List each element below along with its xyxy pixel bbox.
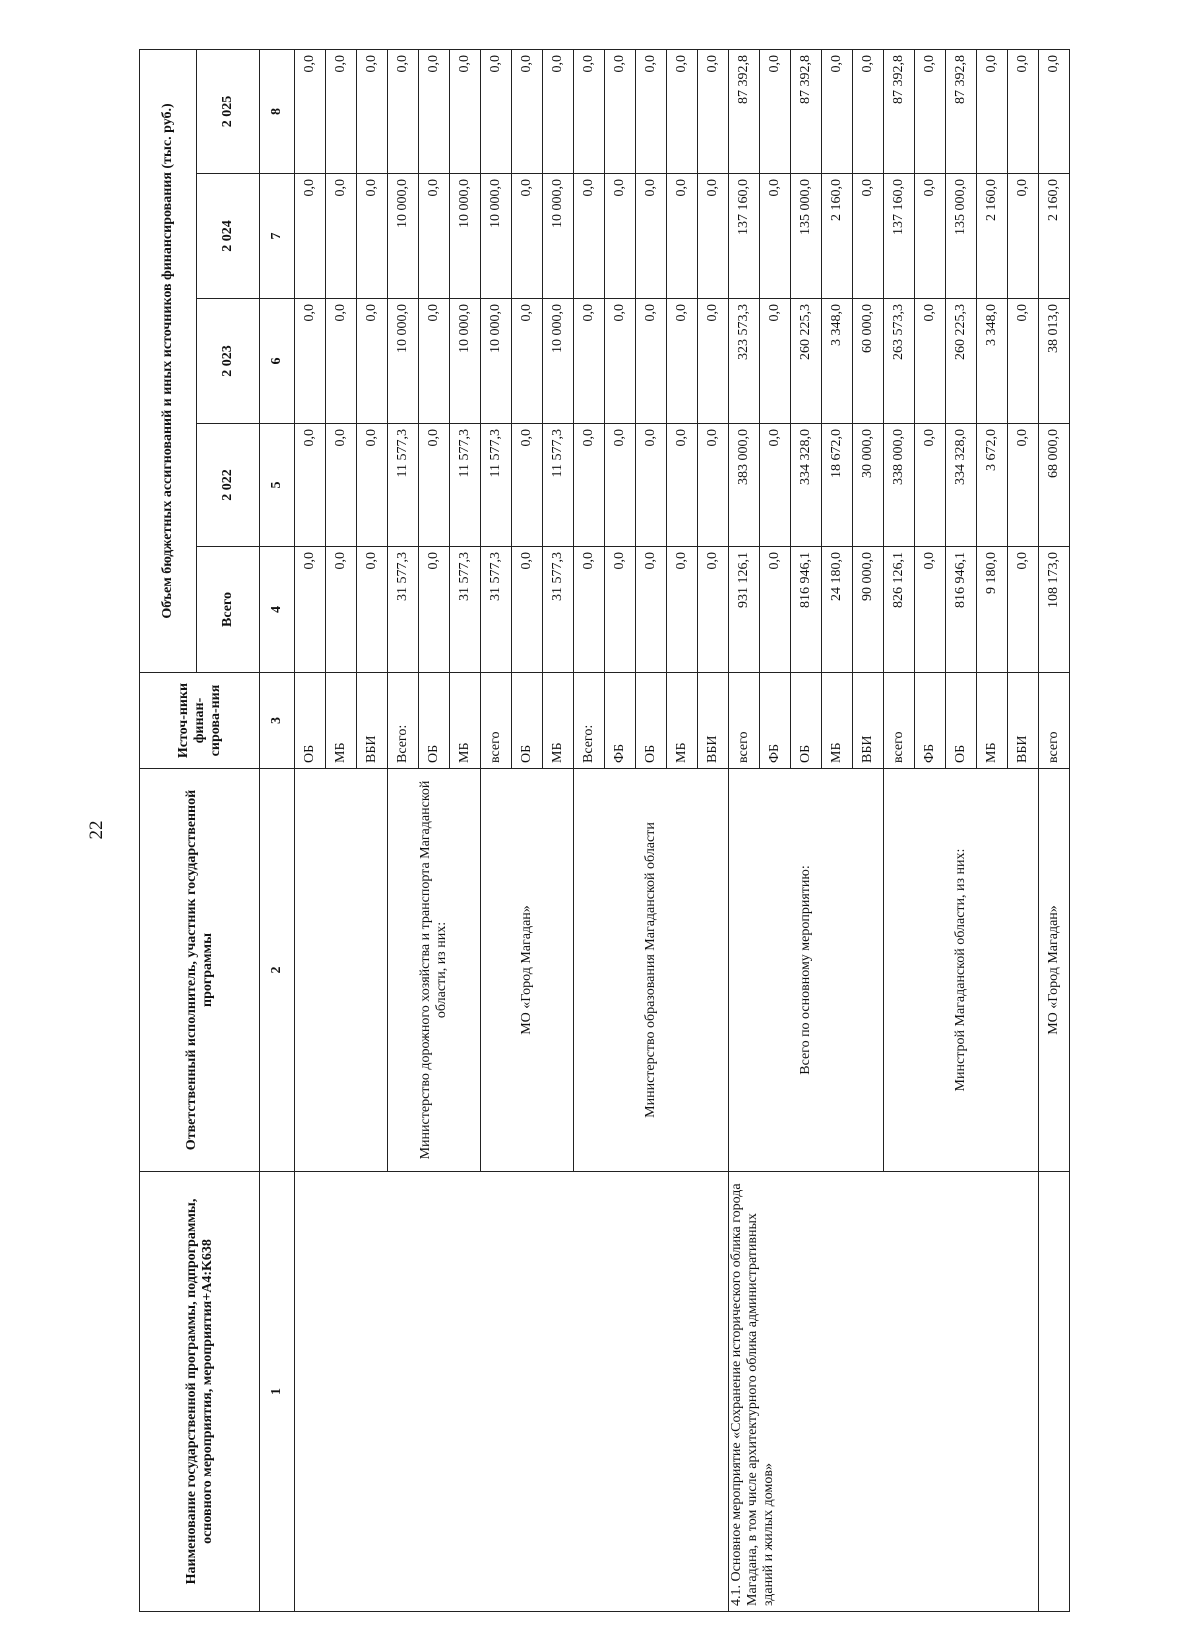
source-cell: всего <box>729 673 760 769</box>
col-number: 8 <box>260 49 295 173</box>
source-cell: МБ <box>977 673 1008 769</box>
value-cell-y2024: 0,0 <box>915 174 946 299</box>
value-cell-y2024: 0,0 <box>295 174 326 299</box>
source-cell: ВБИ <box>357 673 388 769</box>
program-name-cell: 4.1. Основное мероприятие «Сохранение исторического облика города Магадана, в том числе архитектурного облика административных зданий и жилых домов» <box>729 1172 1039 1612</box>
value-cell-y2022: 338 000,0 <box>884 424 915 547</box>
value-cell-y2025: 0,0 <box>760 49 791 173</box>
value-cell-total: 0,0 <box>698 547 729 673</box>
value-cell-y2022: 3 672,0 <box>977 424 1008 547</box>
value-cell-y2022: 0,0 <box>295 424 326 547</box>
source-cell: ОБ <box>512 673 543 769</box>
source-cell: ФБ <box>915 673 946 769</box>
table-row <box>295 49 326 1611</box>
value-cell-total: 0,0 <box>295 547 326 673</box>
source-cell: МБ <box>543 673 574 769</box>
source-cell: МБ <box>822 673 853 769</box>
executor-cell: Министерство образования Магаданской области <box>574 769 729 1172</box>
value-cell-y2024: 2 160,0 <box>977 174 1008 299</box>
table-row <box>729 49 760 1611</box>
value-cell-y2025: 0,0 <box>512 49 543 173</box>
col-number: 3 <box>260 673 295 769</box>
page-number: 22 <box>86 820 107 840</box>
value-cell-y2022: 11 577,3 <box>450 424 481 547</box>
value-cell-y2022: 0,0 <box>326 424 357 547</box>
value-cell-y2023: 0,0 <box>760 299 791 424</box>
value-cell-y2022: 334 328,0 <box>946 424 977 547</box>
value-cell-y2024: 0,0 <box>1008 174 1039 299</box>
value-cell-y2024: 10 000,0 <box>543 174 574 299</box>
col-number: 1 <box>260 1172 295 1612</box>
value-cell-y2024: 2 160,0 <box>1039 174 1070 299</box>
value-cell-y2022: 0,0 <box>605 424 636 547</box>
value-cell-y2022: 0,0 <box>915 424 946 547</box>
value-cell-y2025: 0,0 <box>481 49 512 173</box>
executor-cell: Всего по основному мероприятию: <box>729 769 884 1172</box>
value-cell-y2025: 0,0 <box>605 49 636 173</box>
source-cell: МБ <box>326 673 357 769</box>
value-cell-total: 0,0 <box>915 547 946 673</box>
value-cell-y2024: 0,0 <box>760 174 791 299</box>
header-2023: 2 023 <box>197 299 260 424</box>
value-cell-y2023: 0,0 <box>326 299 357 424</box>
value-cell-y2022: 0,0 <box>1008 424 1039 547</box>
value-cell-y2023: 0,0 <box>605 299 636 424</box>
value-cell-y2022: 0,0 <box>636 424 667 547</box>
value-cell-y2023: 10 000,0 <box>481 299 512 424</box>
value-cell-y2023: 260 225,3 <box>791 299 822 424</box>
source-cell: ОБ <box>791 673 822 769</box>
value-cell-y2023: 0,0 <box>667 299 698 424</box>
value-cell-total: 816 946,1 <box>946 547 977 673</box>
value-cell-y2025: 0,0 <box>977 49 1008 173</box>
source-cell: ОБ <box>636 673 667 769</box>
col-number: 2 <box>260 769 295 1172</box>
value-cell-y2024: 0,0 <box>853 174 884 299</box>
value-cell-y2023: 60 000,0 <box>853 299 884 424</box>
value-cell-total: 0,0 <box>326 547 357 673</box>
header-total: Всего <box>197 547 260 673</box>
value-cell-y2022: 11 577,3 <box>543 424 574 547</box>
header-col3: Источ-ники финан-сирова-ния <box>140 673 260 769</box>
program-name-cell <box>295 1172 729 1612</box>
value-cell-y2024: 0,0 <box>636 174 667 299</box>
header-col2: Ответственный исполнитель, участник государственной программы <box>140 769 260 1172</box>
value-cell-y2023: 10 000,0 <box>543 299 574 424</box>
col-number: 5 <box>260 424 295 547</box>
value-cell-y2025: 87 392,8 <box>946 49 977 173</box>
value-cell-y2025: 0,0 <box>915 49 946 173</box>
value-cell-y2023: 0,0 <box>636 299 667 424</box>
header-2024: 2 024 <box>197 174 260 299</box>
value-cell-total: 0,0 <box>357 547 388 673</box>
value-cell-y2025: 0,0 <box>419 49 450 173</box>
source-cell: всего <box>481 673 512 769</box>
source-cell: ОБ <box>295 673 326 769</box>
value-cell-y2022: 0,0 <box>667 424 698 547</box>
value-cell-total: 0,0 <box>636 547 667 673</box>
value-cell-y2024: 135 000,0 <box>946 174 977 299</box>
value-cell-total: 0,0 <box>667 547 698 673</box>
value-cell-total: 31 577,3 <box>481 547 512 673</box>
header-2022: 2 022 <box>197 424 260 547</box>
value-cell-y2023: 0,0 <box>915 299 946 424</box>
source-cell: Всего: <box>574 673 605 769</box>
source-cell: Всего: <box>388 673 419 769</box>
value-cell-total: 9 180,0 <box>977 547 1008 673</box>
source-cell: всего <box>1039 673 1070 769</box>
value-cell-total: 0,0 <box>760 547 791 673</box>
value-cell-y2022: 0,0 <box>419 424 450 547</box>
value-cell-total: 0,0 <box>574 547 605 673</box>
value-cell-total: 24 180,0 <box>822 547 853 673</box>
header-col1: Наименование государственной программы, подпрограммы, основного мероприятия, мероприятия+A4:K638 <box>140 1172 260 1612</box>
value-cell-y2024: 0,0 <box>419 174 450 299</box>
value-cell-y2023: 38 013,0 <box>1039 299 1070 424</box>
rotated-table-wrapper <box>139 50 1189 1612</box>
value-cell-y2025: 0,0 <box>388 49 419 173</box>
value-cell-y2023: 0,0 <box>419 299 450 424</box>
source-cell: ФБ <box>605 673 636 769</box>
value-cell-y2023: 3 348,0 <box>977 299 1008 424</box>
value-cell-y2025: 0,0 <box>636 49 667 173</box>
value-cell-y2024: 135 000,0 <box>791 174 822 299</box>
value-cell-y2024: 137 160,0 <box>884 174 915 299</box>
source-cell: ВБИ <box>698 673 729 769</box>
source-cell: МБ <box>450 673 481 769</box>
value-cell-y2025: 0,0 <box>853 49 884 173</box>
executor-cell <box>295 769 388 1172</box>
value-cell-y2024: 0,0 <box>574 174 605 299</box>
value-cell-y2023: 263 573,3 <box>884 299 915 424</box>
value-cell-total: 31 577,3 <box>388 547 419 673</box>
value-cell-y2022: 0,0 <box>760 424 791 547</box>
value-cell-y2023: 0,0 <box>1008 299 1039 424</box>
value-cell-y2024: 137 160,0 <box>729 174 760 299</box>
col-number: 6 <box>260 299 295 424</box>
value-cell-y2023: 0,0 <box>574 299 605 424</box>
value-cell-y2022: 383 000,0 <box>729 424 760 547</box>
value-cell-y2024: 0,0 <box>512 174 543 299</box>
value-cell-y2023: 0,0 <box>698 299 729 424</box>
source-cell: ВБИ <box>1008 673 1039 769</box>
executor-cell: Министерство дорожного хозяйства и транспорта Магаданской области, из них: <box>388 769 481 1172</box>
source-cell: ВБИ <box>853 673 884 769</box>
value-cell-y2024: 0,0 <box>326 174 357 299</box>
value-cell-total: 0,0 <box>1008 547 1039 673</box>
value-cell-y2023: 0,0 <box>512 299 543 424</box>
executor-cell: Минстрой Магаданской области, из них: <box>884 769 1039 1172</box>
value-cell-y2022: 0,0 <box>512 424 543 547</box>
value-cell-y2025: 0,0 <box>543 49 574 173</box>
value-cell-y2025: 87 392,8 <box>791 49 822 173</box>
executor-cell: МО «Город Магадан» <box>1039 769 1070 1172</box>
program-name-cell <box>1039 1172 1070 1612</box>
value-cell-y2025: 0,0 <box>450 49 481 173</box>
value-cell-y2025: 0,0 <box>357 49 388 173</box>
value-cell-y2022: 334 328,0 <box>791 424 822 547</box>
source-cell: МБ <box>667 673 698 769</box>
value-cell-total: 0,0 <box>605 547 636 673</box>
value-cell-y2025: 87 392,8 <box>729 49 760 173</box>
source-cell: ОБ <box>419 673 450 769</box>
value-cell-y2022: 18 672,0 <box>822 424 853 547</box>
value-cell-y2025: 0,0 <box>295 49 326 173</box>
table-row <box>1039 49 1070 1611</box>
source-cell: ОБ <box>946 673 977 769</box>
value-cell-total: 826 126,1 <box>884 547 915 673</box>
value-cell-y2024: 10 000,0 <box>450 174 481 299</box>
col-number: 4 <box>260 547 295 673</box>
value-cell-y2024: 0,0 <box>698 174 729 299</box>
value-cell-y2023: 0,0 <box>357 299 388 424</box>
value-cell-y2025: 0,0 <box>1008 49 1039 173</box>
value-cell-y2025: 87 392,8 <box>884 49 915 173</box>
value-cell-y2024: 2 160,0 <box>822 174 853 299</box>
source-cell: всего <box>884 673 915 769</box>
value-cell-y2022: 0,0 <box>574 424 605 547</box>
value-cell-y2025: 0,0 <box>1039 49 1070 173</box>
value-cell-y2024: 0,0 <box>667 174 698 299</box>
value-cell-y2022: 30 000,0 <box>853 424 884 547</box>
value-cell-total: 0,0 <box>419 547 450 673</box>
value-cell-y2025: 0,0 <box>822 49 853 173</box>
budget-table <box>139 49 1070 1612</box>
value-cell-total: 90 000,0 <box>853 547 884 673</box>
value-cell-total: 108 173,0 <box>1039 547 1070 673</box>
value-cell-y2022: 68 000,0 <box>1039 424 1070 547</box>
value-cell-total: 31 577,3 <box>543 547 574 673</box>
value-cell-total: 816 946,1 <box>791 547 822 673</box>
value-cell-total: 931 126,1 <box>729 547 760 673</box>
value-cell-y2022: 11 577,3 <box>388 424 419 547</box>
value-cell-y2025: 0,0 <box>667 49 698 173</box>
value-cell-y2025: 0,0 <box>698 49 729 173</box>
value-cell-y2025: 0,0 <box>326 49 357 173</box>
value-cell-y2023: 10 000,0 <box>388 299 419 424</box>
header-volume: Объем бюджетных ассигнований и иных источников финансирования (тыс. руб.) <box>140 49 197 672</box>
value-cell-y2025: 0,0 <box>574 49 605 173</box>
value-cell-total: 31 577,3 <box>450 547 481 673</box>
col-number: 7 <box>260 174 295 299</box>
value-cell-y2023: 0,0 <box>295 299 326 424</box>
value-cell-y2022: 0,0 <box>698 424 729 547</box>
value-cell-y2024: 10 000,0 <box>481 174 512 299</box>
value-cell-y2022: 11 577,3 <box>481 424 512 547</box>
source-cell: ФБ <box>760 673 791 769</box>
executor-cell: МО «Город Магадан» <box>481 769 574 1172</box>
value-cell-y2023: 10 000,0 <box>450 299 481 424</box>
value-cell-y2022: 0,0 <box>357 424 388 547</box>
table-body <box>295 49 1070 1611</box>
value-cell-y2023: 3 348,0 <box>822 299 853 424</box>
header-2025: 2 025 <box>197 49 260 173</box>
value-cell-y2023: 323 573,3 <box>729 299 760 424</box>
value-cell-y2024: 0,0 <box>605 174 636 299</box>
value-cell-y2024: 10 000,0 <box>388 174 419 299</box>
value-cell-y2024: 0,0 <box>357 174 388 299</box>
value-cell-y2023: 260 225,3 <box>946 299 977 424</box>
value-cell-total: 0,0 <box>512 547 543 673</box>
